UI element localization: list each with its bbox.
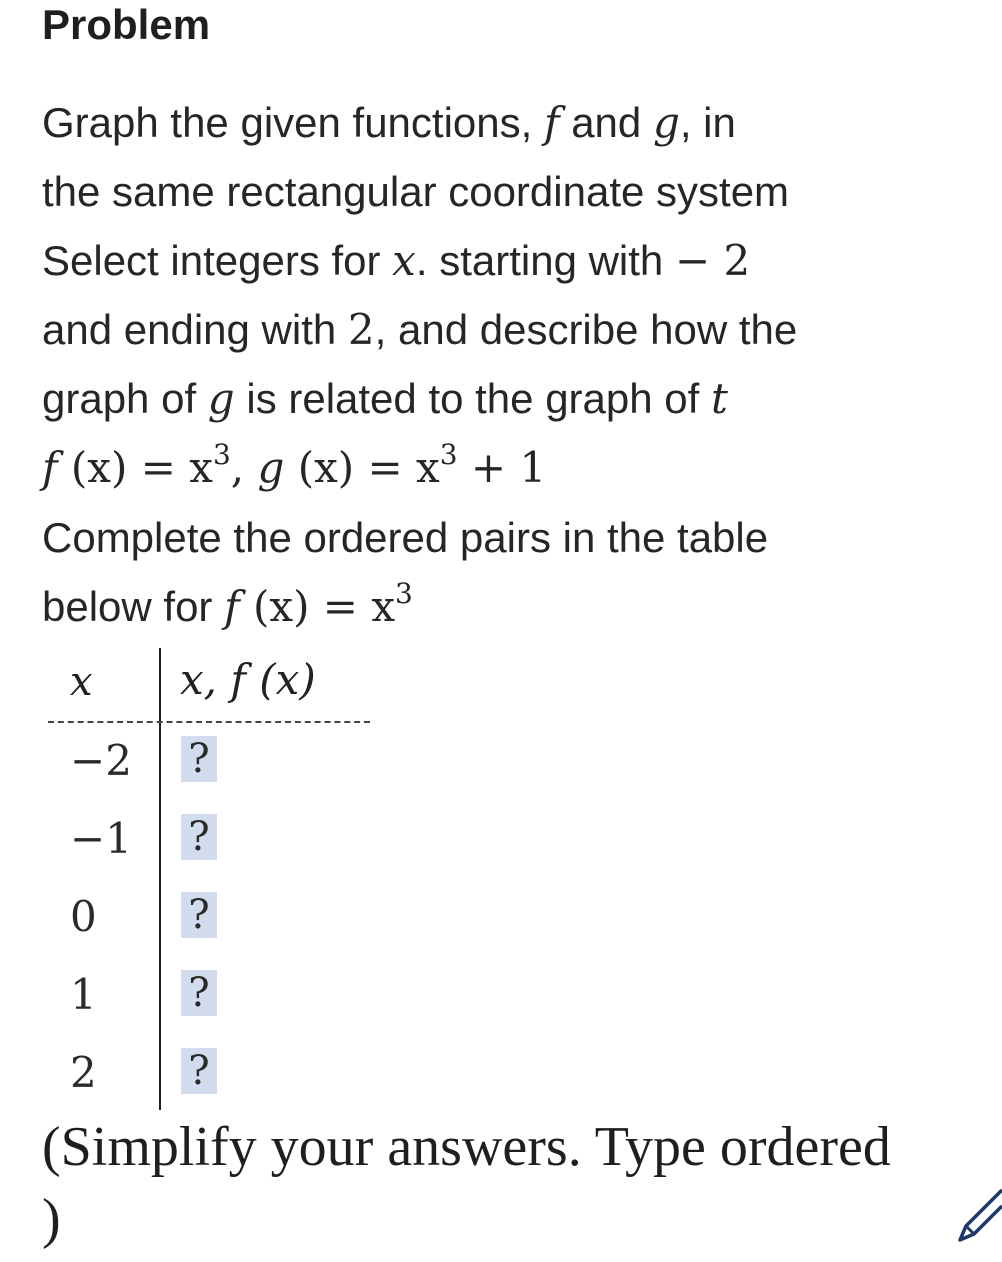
text-segment: Select integers for: [42, 237, 393, 284]
math-f: f: [42, 443, 58, 492]
math-f: f: [224, 582, 240, 631]
answer-input-row-3[interactable]: ?: [181, 892, 217, 938]
table-cell-x: 1: [70, 970, 97, 1019]
text-segment: and: [559, 99, 653, 146]
function-definitions: [42, 433, 546, 502]
table-cell-x: −1: [70, 814, 132, 863]
math-g: g: [207, 374, 235, 423]
math-t: t: [710, 374, 728, 423]
math-exponent: 3: [212, 438, 231, 471]
answer-input-row-2[interactable]: ?: [181, 814, 217, 860]
math-g: g: [257, 443, 285, 492]
answer-input-row-4[interactable]: ?: [181, 970, 217, 1016]
pencil-icon-graphic: [956, 1184, 1002, 1244]
pencil-icon[interactable]: [956, 1184, 1002, 1244]
math-g: g: [652, 98, 680, 147]
problem-text-line-3: [42, 226, 750, 295]
table-column-divider: [159, 648, 161, 1110]
math-comma: ,: [230, 443, 258, 492]
math-two: 2: [710, 236, 751, 285]
table-header-x: x: [70, 659, 93, 705]
math-minus: −: [674, 236, 711, 285]
math-two: 2: [347, 305, 375, 354]
text-segment: Graph the given functions,: [42, 99, 544, 146]
problem-text-line-5: [42, 364, 728, 433]
text-segment: . starting with: [415, 237, 675, 284]
problem-text-line-4: [42, 295, 797, 364]
math-plus-one: + 1: [457, 443, 547, 492]
table-cell-x: −2: [70, 736, 132, 785]
page-title: Problem: [42, 1, 211, 48]
table-cell-x: 0: [70, 892, 97, 941]
problem-text-line-7: Complete the ordered pairs in the table: [42, 514, 769, 561]
text-segment: below for: [42, 583, 225, 630]
math-args: (x) = x: [284, 443, 440, 492]
math-x: x: [392, 236, 416, 285]
table-cell-x: 2: [70, 1048, 97, 1097]
math-exponent: 3: [395, 577, 413, 610]
instruction-note: (Simplify your answers. Type ordered: [42, 1116, 891, 1178]
problem-text-line-8: [42, 572, 413, 641]
answer-input-row-1[interactable]: ?: [181, 736, 217, 782]
math-f: f: [543, 98, 560, 147]
text-segment: and ending with: [42, 306, 348, 353]
text-segment: graph of: [42, 375, 208, 422]
instruction-note-end: ): [42, 1188, 61, 1250]
text-segment: , in: [679, 99, 736, 146]
problem-text-line-1: [42, 88, 736, 157]
math-exponent: 3: [439, 438, 458, 471]
table-header-fx: x, f (x): [180, 655, 316, 704]
problem-text-line-2: the same rectangular coordinate system: [42, 168, 790, 215]
table-header-divider: [48, 721, 370, 723]
answer-input-row-5[interactable]: ?: [181, 1048, 217, 1094]
text-segment: is related to the graph of: [234, 375, 711, 422]
math-args: (x) = x: [57, 443, 213, 492]
text-segment: , and describe how the: [374, 306, 798, 353]
math-args: (x) = x: [239, 582, 396, 631]
